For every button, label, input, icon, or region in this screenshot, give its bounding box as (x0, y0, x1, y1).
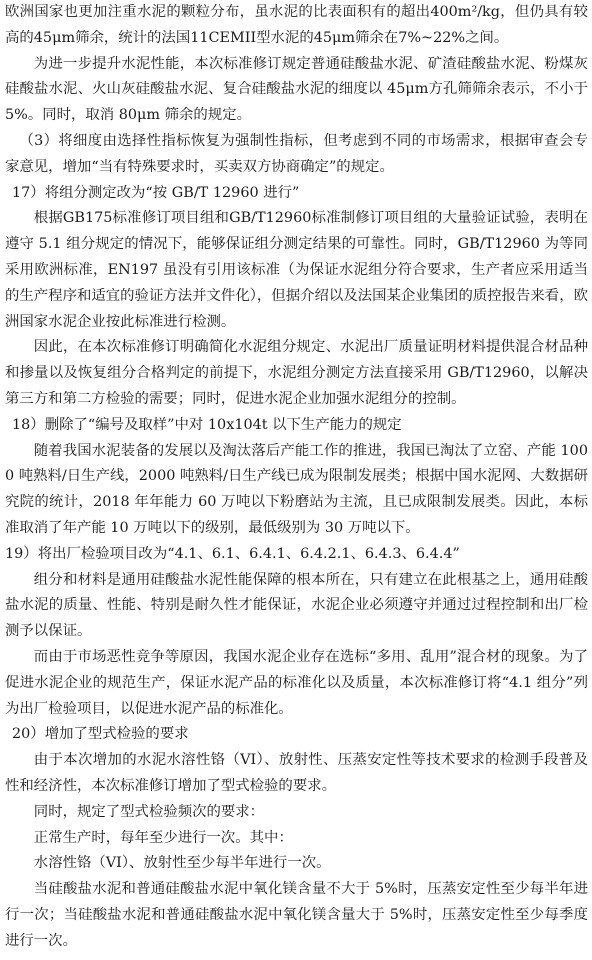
heading-item-18: 18）删除了“编号及取样”中对 10x104t 以下生产能力的规定 (12, 416, 402, 433)
paragraph-component-verification: 根据GB175标准修订项目组和GB/T12960标准制修订项目组的大量验证试验，表明在遵守 5.1 组分规定的情况下，能够保证组分测定结果的可靠性。同时，GB/T12960 为等同采用欧洲标准，EN197 虽没有引用该标准（为保证水泥组分符合要求，生产者应采用适当的生产程序和适宜的验证方法并文件化），但据介绍以及法国某企业集团的质控报告来看，欧洲国家水泥企业按此标准进行检测。 (5, 210, 588, 330)
heading-item-20: 20）增加了型式检验的要求 (12, 726, 189, 743)
paragraph-chromium-radioactivity: 水溶性铬（VI）、放射性至少每半年进行一次。 (33, 855, 331, 872)
paragraph-fineness-europe: 欧洲国家也更加注重水泥的颗粒分布，虽水泥的比表面积有的超出400m²/kg，但仍具有较高的45μm筛余，统计的法国11CEMII型水泥的45μm筛余在7%~22%之间。 (5, 4, 588, 46)
paragraph-market-competition: 而由于市场恶性竞争等原因，我国水泥企业存在选标“多用、乱用”混合材的现象。为了促进水泥企业的规范生产，保证水泥产品的标准化以及质量，本次标准修订将“4.1 组分”列为出厂检验项目，以促进水泥产品的标准化。 (5, 648, 588, 717)
paragraph-components-basis: 组分和材料是通用硅酸盐水泥性能保障的根本所在，只有建立在此根基之上，通用硅酸盐水泥的质量、性能、特别是耐久性才能保证，水泥企业必须遵守并通过过程控制和出厂检测予以保证。 (5, 571, 588, 640)
paragraph-autoclave-soundness: 当硅酸盐水泥和普通硅酸盐水泥中氧化镁含量不大于 5%时，压蒸安定性至少每半年进行一次；当硅酸盐水泥和普通硅酸盐水泥中氧化镁含量大于 5%时，压蒸安定性至少每季度进行一次。 (5, 881, 588, 949)
heading-item-17: 17）将组分测定改为“按 GB/T 12960 进行” (12, 184, 300, 201)
paragraph-fineness-revision: 为进一步提升水泥性能，本次标准修订规定普通硅酸盐水泥、矿渣硅酸盐水泥、粉煤灰硅酸盐水泥、火山灰硅酸盐水泥、复合硅酸盐水泥的细度以 45μm方孔筛筛余表示，不小于 5%。同时，取消 80μm 筛余的规定。 (5, 55, 588, 124)
paragraph-type-inspection: 由于本次增加的水泥水溶性铬（VI）、放射性、压蒸安定性等技术要求的检测手段普及性和经济性，本次标准修订增加了型式检验的要求。 (5, 752, 588, 794)
paragraph-inspection-frequency: 同时，规定了型式检验频次的要求： (33, 803, 265, 820)
paragraph-component-method: 因此，在本次标准修订明确简化水泥组分规定、水泥出厂质量证明材料提供混合材品种和掺量以及恢复组分合格判定的前提下，水泥组分测定方法直接采用 GB/T12960，以解决第三方和第二方检验的需要；同时，促进水泥企业加强水泥组分的控制。 (5, 339, 588, 407)
paragraph-production-capacity: 随着我国水泥装备的发展以及淘汰落后产能工作的推进，我国已淘汰了立窑、产能 1000 吨熟料/日生产线，2000 吨熟料/日生产线已成为限制发展类；根据中国水泥网、大数据研究院的统计，2018 年年能力 60 万吨以下粉磨站为主流，且已成限制发展类。因此，本标准取消了年产能 10 万吨以下的级别，最低级别为 30 万吨以下。 (5, 442, 588, 536)
paragraph-normal-production: 正常生产时，每年至少进行一次。其中： (33, 829, 293, 846)
paragraph-fineness-mandatory: （3）将细度由选择性指标恢复为强制性指标，但考虑到不同的市场需求，根据审查会专家意见，增加“当有特殊要求时，买卖双方协商确定”的规定。 (5, 132, 588, 175)
document-page (5, 0, 588, 960)
heading-item-19: 19）将出厂检验项目改为“4.1、6.1、6.4.1、6.4.2.1、6.4.3、6.4.4” (5, 545, 460, 562)
